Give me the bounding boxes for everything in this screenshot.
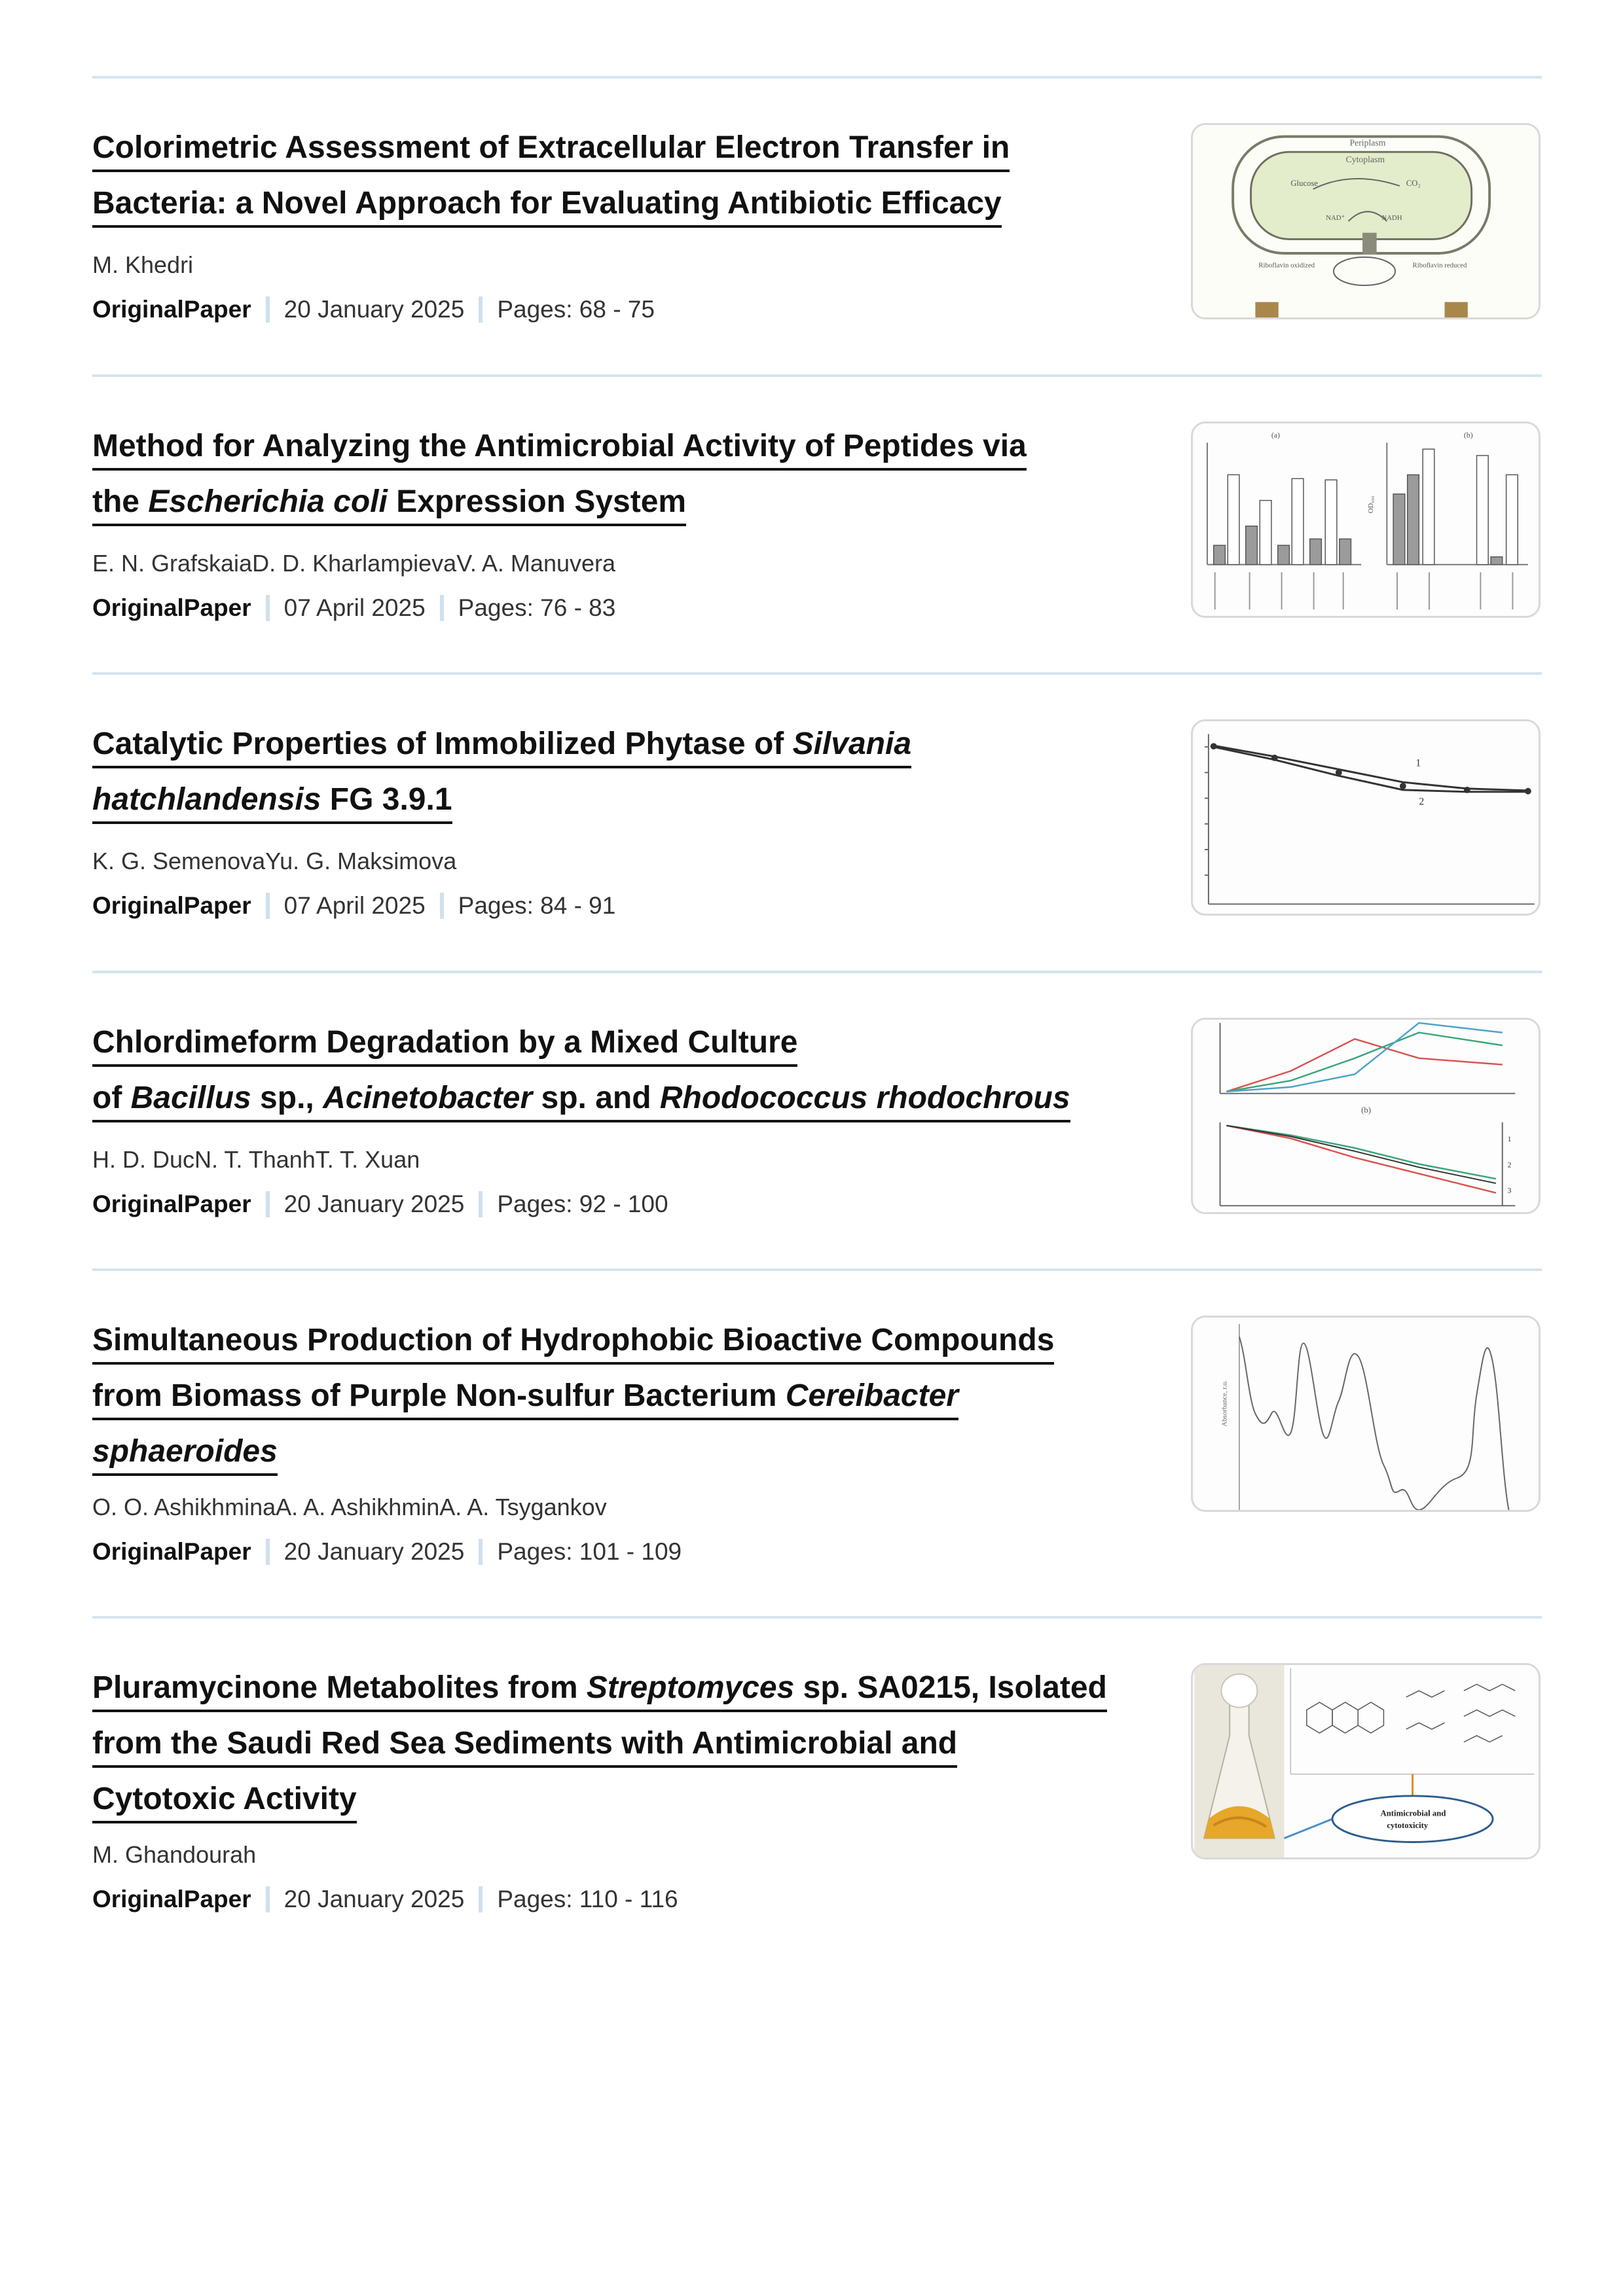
title-italic-segment: Silvania	[792, 726, 912, 761]
title-line[interactable]	[92, 1430, 278, 1476]
article-meta	[92, 296, 655, 323]
divider	[92, 1616, 1542, 1619]
article-type: OriginalPaper	[92, 1886, 251, 1912]
title-line[interactable]	[92, 480, 686, 526]
meta-separator	[479, 1539, 483, 1565]
title-line[interactable]	[92, 1666, 1107, 1712]
title-italic-segment: Escherichia coli	[148, 484, 388, 519]
axis-label: OD₆₀₀	[1366, 495, 1375, 514]
article-type: OriginalPaper	[92, 594, 251, 621]
diagram-label: cytotoxicity	[1387, 1820, 1429, 1830]
article-date: 20 January 2025	[283, 296, 465, 323]
title-line[interactable]	[92, 182, 1002, 228]
meta-separator	[479, 1886, 483, 1912]
meta-separator	[266, 1191, 270, 1217]
title-line[interactable]	[92, 1722, 957, 1768]
title-segment: sp. SA0215, Isolated	[794, 1670, 1107, 1705]
article-type: OriginalPaper	[92, 1191, 251, 1217]
article-type: OriginalPaper	[92, 296, 251, 323]
article-date: 07 April 2025	[283, 594, 426, 621]
diagram-label: Antimicrobial and	[1380, 1808, 1446, 1818]
series-label: 2	[1507, 1160, 1512, 1170]
article-title-link[interactable]	[92, 1316, 1166, 1482]
meta-separator	[266, 296, 270, 323]
title-segment: Catalytic Properties of Immobilized Phytase of	[92, 726, 793, 761]
meta-separator	[266, 893, 270, 919]
title-segment: from Biomass of Purple Non-sulfur Bacterium	[92, 1378, 786, 1413]
series-label: 2	[1419, 796, 1425, 808]
title-segment: of	[92, 1081, 131, 1115]
title-line[interactable]	[92, 1021, 797, 1067]
multi-line-chart-icon[interactable]	[1191, 1018, 1541, 1214]
diagram-label: Glucose	[1290, 179, 1319, 188]
article-card	[92, 1316, 1542, 1590]
article-pages: Pages: 101 - 109	[497, 1538, 682, 1565]
title-segment: Expression System	[387, 484, 687, 519]
title-segment: FG 3.9.1	[321, 782, 452, 817]
title-italic-segment: Bacillus	[130, 1081, 251, 1115]
divider	[92, 76, 1542, 79]
divider	[92, 971, 1542, 973]
spectrum-chart-icon[interactable]	[1191, 1316, 1541, 1512]
article-card	[92, 422, 1542, 644]
chart-panel-label: (b)	[1463, 431, 1473, 440]
title-line[interactable]	[92, 723, 911, 768]
article-meta	[92, 1191, 668, 1218]
article-pages: Pages: 84 - 91	[458, 892, 616, 919]
title-italic-segment: Streptomyces	[586, 1670, 795, 1705]
article-pages: Pages: 92 - 100	[497, 1191, 668, 1217]
title-italic-segment: Rhodococcus rhodochrous	[659, 1081, 1070, 1115]
article-pages: Pages: 76 - 83	[458, 594, 616, 621]
title-line[interactable]	[92, 778, 452, 824]
meta-separator	[479, 1191, 483, 1217]
article-type: OriginalPaper	[92, 892, 251, 919]
article-card	[92, 719, 1542, 942]
title-line[interactable]	[92, 126, 1010, 172]
meta-separator	[440, 893, 444, 919]
article-title-link[interactable]	[92, 1018, 1166, 1129]
meta-separator	[479, 296, 483, 323]
series-label: 3	[1507, 1186, 1512, 1195]
article-authors: K. G. SemenovaYu. G. Maksimova	[92, 848, 457, 874]
bar-chart-icon[interactable]	[1191, 422, 1541, 618]
title-italic-segment: sphaeroides	[92, 1434, 278, 1469]
series-label: 1	[1415, 757, 1421, 769]
meta-separator	[266, 1539, 270, 1565]
diagram-label: Riboflavin reduced	[1412, 261, 1467, 270]
article-date: 20 January 2025	[283, 1191, 465, 1217]
divider	[92, 374, 1542, 377]
article-card	[92, 1018, 1542, 1240]
article-meta	[92, 892, 615, 920]
article-pages: Pages: 110 - 116	[497, 1886, 678, 1912]
article-title-link[interactable]	[92, 422, 1166, 533]
title-segment: Colorimetric Assessment of Extracellular Electron Transfer in	[92, 130, 1010, 165]
chart-panel-label: (a)	[1271, 431, 1280, 440]
article-date: 07 April 2025	[283, 892, 426, 919]
diagram-label: NADH	[1381, 214, 1402, 223]
meta-separator	[266, 1886, 270, 1912]
axis-label: Absorbance, r.u.	[1220, 1380, 1229, 1427]
title-segment: Bacteria: a Novel Approach for Evaluating Antibiotic Efficacy	[92, 186, 1002, 221]
title-segment: sp. and	[532, 1081, 660, 1115]
title-line[interactable]	[92, 1077, 1070, 1122]
article-meta	[92, 1886, 678, 1913]
article-card	[92, 1663, 1542, 1938]
article-authors: M. Ghandourah	[92, 1841, 257, 1868]
article-title-link[interactable]	[92, 123, 1166, 234]
chart-panel-label: (b)	[1361, 1105, 1371, 1115]
article-date: 20 January 2025	[283, 1538, 465, 1565]
series-label: 1	[1507, 1135, 1512, 1144]
meta-separator	[440, 595, 444, 621]
divider	[92, 672, 1542, 675]
title-italic-segment: Acinetobacter	[323, 1081, 533, 1115]
title-segment: Simultaneous Production of Hydrophobic Bioactive Compounds	[92, 1323, 1055, 1357]
article-authors: M. Khedri	[92, 251, 194, 278]
article-title-link[interactable]	[92, 1663, 1166, 1830]
diagram-label: Riboflavin oxidized	[1258, 261, 1315, 270]
title-line[interactable]	[92, 425, 1027, 471]
article-authors: H. D. DucN. T. ThanhT. T. Xuan	[92, 1146, 420, 1173]
line-chart-icon[interactable]	[1191, 719, 1541, 916]
title-segment: Method for Analyzing the Antimicrobial Activity of Peptides via	[92, 429, 1027, 463]
diagram-label: CO₂	[1406, 179, 1421, 188]
title-italic-segment: hatchlandensis	[92, 782, 321, 817]
cell-diagram-icon[interactable]	[1191, 123, 1541, 319]
title-line[interactable]	[92, 1778, 357, 1823]
article-type: OriginalPaper	[92, 1538, 251, 1565]
title-italic-segment: Cereibacter	[785, 1378, 958, 1413]
diagram-label: Cytoplasm	[1345, 154, 1385, 164]
divider	[92, 1268, 1542, 1271]
flask-structure-icon[interactable]	[1191, 1663, 1541, 1859]
article-card	[92, 123, 1542, 346]
article-pages: Pages: 68 - 75	[497, 296, 655, 323]
article-date: 20 January 2025	[283, 1886, 465, 1912]
diagram-label: Periplasm	[1349, 137, 1386, 148]
article-title-link[interactable]	[92, 719, 1166, 831]
article-authors: O. O. AshikhminaA. A. AshikhminA. A. Tsygankov	[92, 1494, 607, 1520]
article-authors: E. N. GrafskaiaD. D. KharlampievaV. A. Manuvera	[92, 550, 616, 577]
title-segment: Chlordimeform Degradation by a Mixed Culture	[92, 1025, 798, 1060]
title-line[interactable]	[92, 1319, 1054, 1365]
title-segment: Pluramycinone Metabolites from	[92, 1670, 587, 1705]
article-meta	[92, 1538, 682, 1566]
meta-separator	[266, 595, 270, 621]
title-segment: from the Saudi Red Sea Sediments with Antimicrobial and	[92, 1726, 958, 1761]
article-meta	[92, 594, 615, 622]
diagram-label: NAD⁺	[1326, 214, 1345, 223]
title-segment: the	[92, 484, 149, 519]
title-line[interactable]	[92, 1374, 958, 1420]
title-segment: Cytotoxic Activity	[92, 1782, 357, 1816]
title-segment: sp.,	[251, 1081, 323, 1115]
